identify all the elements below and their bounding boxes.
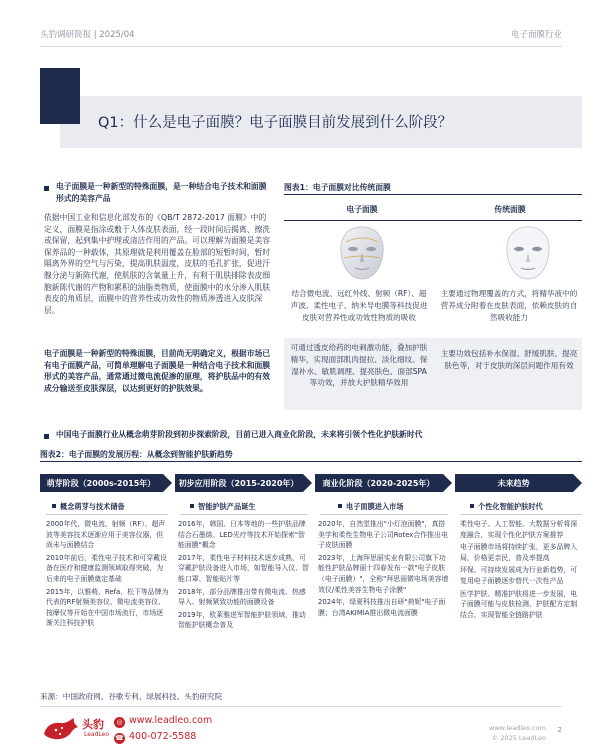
phone-link[interactable] <box>114 731 196 744</box>
footer-right-website: www.leadleo.com <box>489 724 546 732</box>
stage-paragraph: 2019年，欧莱雅进军智能护肤领域，推动智能护肤概念普及 <box>178 610 306 630</box>
bullet-square <box>52 504 56 508</box>
stage-body-sprout <box>46 519 170 631</box>
traditional-mask-image <box>498 224 558 282</box>
left-bullet-heading: 电子面膜是一种新型的特殊面膜，是一种结合电子技术和面膜形式的美容产品 <box>56 182 267 203</box>
stage-arrow-initial <box>175 474 312 492</box>
stage-paragraph: 2018年，部分品牌推出带有微电流、热感导入、射频紧致功能的面膜设备 <box>178 587 306 607</box>
stage-paragraph: 2016年，韩国、日本等地的一些护肤品牌结合石墨烯、LED光疗等技术开始探索"智能面膜"概念 <box>178 520 306 550</box>
bullet-square <box>44 434 49 439</box>
stage-subheading: 智能护肤产品诞生 <box>198 502 256 511</box>
bullet-square <box>470 504 474 508</box>
phone-icon: ☎ <box>115 734 124 742</box>
stage-arrow-future <box>455 474 582 492</box>
bullet-square <box>190 504 194 508</box>
stage-subheading: 电子面膜进入市场 <box>346 502 404 511</box>
globe-icon: ◎ <box>114 717 125 728</box>
figure2-title: 图表2：电子面膜的发展历程：从概念到智能护肤新趋势 <box>40 450 233 459</box>
figure1-title: 图表1：电子面膜对比传统面膜 <box>284 183 391 192</box>
section2-heading: 中国电子面膜行业从概念萌芽阶段到初步探索阶段，目前已进入商业化阶段，未来将引领个性化护肤新时代 <box>56 430 423 439</box>
stage-label: 萌芽阶段（2000s-2015年） <box>46 479 156 488</box>
page-header <box>40 28 562 42</box>
page-number: 2 <box>557 726 562 734</box>
question-accent-block <box>40 68 80 124</box>
stage-paragraph: 2024年，绿夏科技推出自研"荷妮"电子面膜；台湾AKIMIA推出微电流面膜 <box>318 598 446 617</box>
source-note: 来源：中国政府网、谷歌专利、绿展科技、头豹研究院 <box>40 692 223 701</box>
phone-text: 400-072-5588 <box>129 731 197 742</box>
stage-body-initial <box>178 519 310 633</box>
bullet-square <box>338 504 342 508</box>
stage-paragraph: 环保、可持续发展成为行业新趋势，可复用电子面膜逐步替代一次性产品 <box>460 566 578 585</box>
figure1-col2-header: 传统面膜 <box>494 205 526 214</box>
stage-sub-rule <box>320 514 448 515</box>
stage-body-commercial <box>318 519 452 620</box>
figure1-rule <box>284 194 582 195</box>
stage-label: 未来趋势 <box>497 479 530 488</box>
electronic-mask-image <box>332 224 392 282</box>
stage-body-future <box>460 519 582 622</box>
brand-name: 头豹 <box>82 718 104 731</box>
stage-paragraph: 柔性电子、人工智能、大数据分析将深度融合，实现个性化护肤方案推荐 <box>460 520 578 539</box>
figure1-col1-header: 电子面膜 <box>346 205 378 214</box>
header-divider <box>40 46 562 47</box>
brand-subname: LeadLeo <box>84 731 110 738</box>
figure1-row2-col1: 可通过透皮给药的电刺激功能，叠加护肤精华，实现面部肌肉提拉、淡化细纹、保湿补水、敏肌调理、提亮肤色、面部SPA等功效，并放大护肤精华效用 <box>290 343 428 388</box>
stage-paragraph: 2020年，自然堂推出"小灯泡面膜"，真搭美学和柔性生物电子公司Rotex合作推出电子皮肤面膜 <box>318 520 448 550</box>
stage-arrow-commercial <box>315 474 452 492</box>
footer-divider <box>40 706 562 707</box>
stage-paragraph: 2015年，以雅萌、Refa、松下等品牌为代表的RF射频美容仪、微电流美容仪、按摩仪等开始在中国市场流行，市场逐渐关注科技护肤 <box>46 587 169 628</box>
figure1-row1-col1: 结合微电流、远红外线、射频（RF）、超声波、柔性电子、纳米导电膜等科技促进皮肤对营养性或功效性物质的吸收 <box>290 289 428 322</box>
stage-label: 初步应用阶段（2015-2020年） <box>178 479 299 488</box>
stage-paragraph: 2023年，上海拜思丽实业有限公司旗下功能性护肤品牌丽十四春发布一款"电子皮肤（电子面膜）"，全称"拜思丽微电场美容增效仪/柔性美容生物电子涂膜" <box>318 553 449 594</box>
website-link[interactable] <box>114 715 212 728</box>
stage-sub-rule <box>180 514 308 515</box>
figure1-row2-col2: 主要功效包括补水保湿、舒缓肌肤、提亮肤色等，对于皮肤的深层问题作用有效 <box>440 349 578 370</box>
stage-subheading: 个性化智能护肤时代 <box>478 502 543 511</box>
stage-paragraph: 电子面膜市场将持续扩张，更多品牌入局，价格更亲民，普及率提高 <box>460 543 578 562</box>
left-paragraph-1: 依据中国工业和信息化部发布的《QB/T 2872-2017 面膜》中的定义，面膜是指涂或敷于人体皮肤表面，经一段时间后揭离、擦洗或保留，起到集中护理或清洁作用的产品。可以理解为面膜是美容保养品的一种载体，其原理就是利用覆盖在脸部的短暂时间，暂时隔离外界的空气与污染，提高肌肤温度，皮肤的毛孔扩张，促进汗腺分泌与新陈代谢，使肌肤的含氧量上升，有利于肌肤排除表皮细胞新陈代谢的产物和累积的油脂类物质，使面膜中的水分渗入肌肤表皮的角质层，面膜中的营养性或功效性的物质渗透进入皮肤深层。 <box>44 213 271 315</box>
stage-paragraph: 2010年前后，柔性电子技术和可穿戴设备在医疗和健康监测领域取得突破，为后来的电子面膜奠定基础 <box>46 553 167 583</box>
website-text: www.leadleo.com <box>129 715 213 726</box>
stage-sub-rule <box>460 514 582 515</box>
bullet-square <box>44 186 49 191</box>
stage-label: 商业化阶段（2020-2025年） <box>322 479 435 488</box>
figure2-rule <box>40 461 582 462</box>
stage-arrow-sprout <box>40 474 172 492</box>
footer-copyright: © 2025 LeadLeo <box>491 734 546 742</box>
stage-sub-rule <box>46 514 168 515</box>
question-title: Q1：什么是电子面膜？电子面膜目前发展到什么阶段？ <box>98 115 453 131</box>
stage-paragraph: 2017年，柔性电子材料技术逐步成熟，可穿戴护肤设备进入市场，如智能导入仪、智能口罩、智能贴片等 <box>178 553 309 583</box>
header-right: 电子面膜行业 <box>510 30 562 40</box>
stage-paragraph: 2000年代，微电流、射频（RF）、超声波等美容技术逐渐应用于美容仪器，但尚未与面膜结合 <box>46 520 166 550</box>
leopard-logo-icon <box>40 714 82 744</box>
stage-paragraph: 医学护肤、精准护肤将进一步发展，电子面膜可能与皮肤检测、护肤配方定制结合，实现智能全链路护肤 <box>460 589 578 619</box>
stage-subheading: 概念萌芽与技术储备 <box>60 502 125 511</box>
left-paragraph-2: 电子面膜是一种新型的特殊面膜，目前尚无明确定义，根据市场已有电子面膜产品，可简单理解电子面膜是一种结合电子技术和面膜形式的美容产品，通常通过微电流促渗的原理，将护肤品中的有效成分输送至皮肤深层，以达到更好的护肤效果。 <box>44 349 271 393</box>
figure1-row1-col2: 主要通过物理覆盖的方式，将精华液中的营养成分附着在皮肤表面，依赖皮肤的自然吸收能力 <box>440 289 578 322</box>
header-left: 头豹调研简报 | 2025/04 <box>40 30 135 40</box>
figure1-header-rule <box>284 220 582 221</box>
